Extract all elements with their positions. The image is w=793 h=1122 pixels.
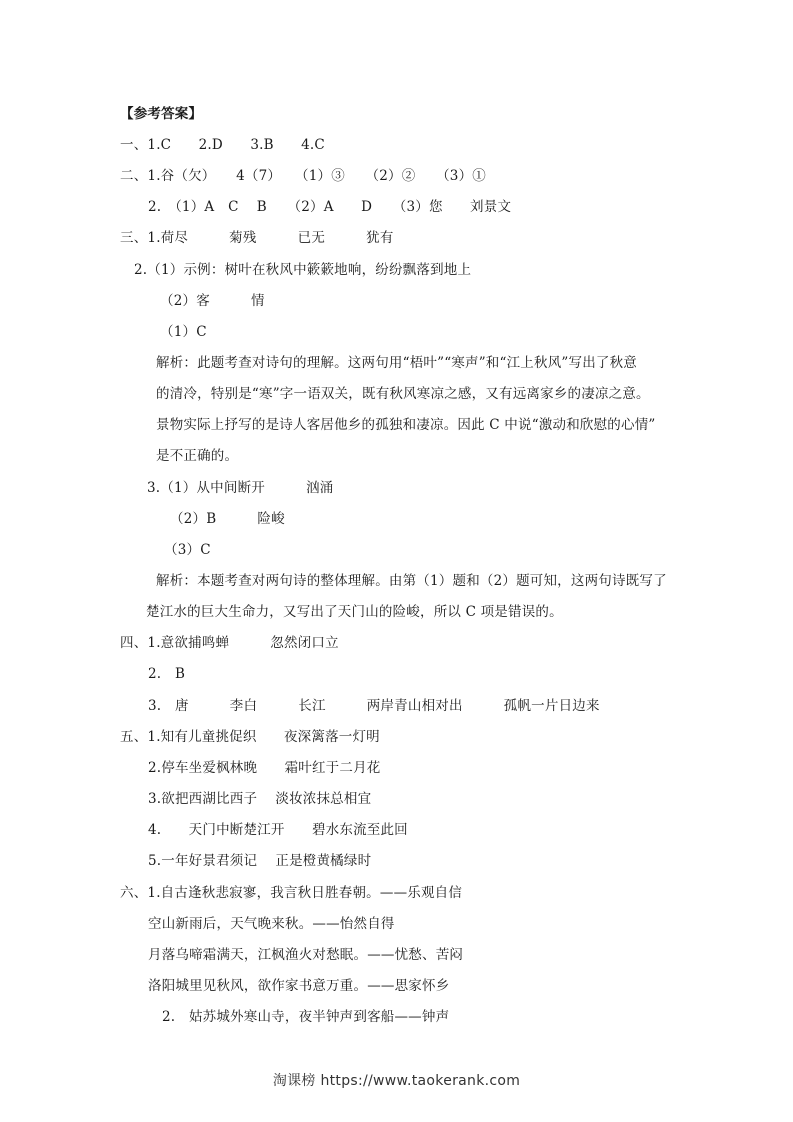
answer-line: 5.一年好景君须记 正是橙黄橘绿时	[148, 853, 372, 869]
answer-line: （2）客 情	[160, 293, 265, 309]
answer-line: 3.（1）从中间断开 汹涌	[147, 480, 334, 496]
answer-line: 2.停车坐爱枫林晚 霜叶红于二月花	[148, 760, 381, 776]
explanation-line: 解析：本题考查对两句诗的整体理解。由第（1）题和（2）题可知，这两句诗既写了	[156, 573, 667, 589]
explanation-line: 楚江水的巨大生命力，又写出了天门山的险峻，所以 C 项是错误的。	[146, 604, 563, 620]
answer-line: 一、1.C 2.D 3.B 4.C	[120, 137, 325, 153]
answer-line: 月落乌啼霜满天，江枫渔火对愁眠。——忧愁、苦闷	[148, 947, 464, 963]
explanation-line: 是不正确的。	[156, 448, 239, 464]
footer-watermark: 淘课榜 https://www.taokerank.com	[272, 1073, 521, 1089]
explanation-line: 解析：此题考查对诗句的理解。这两句用“梧叶”“寒声”和“江上秋风”写出了秋意	[156, 355, 638, 371]
answer-line: 二、1.谷（欠） 4（7） （1）③ （2）② （3）①	[120, 168, 486, 184]
explanation-line: 景物实际上抒写的是诗人客居他乡的孤独和凄凉。因此 C 中说“激动和欣慰的心情”	[156, 417, 656, 433]
answer-line: 3. 唐 李白 长江 两岸青山相对出 孤帆一片日边来	[148, 698, 600, 714]
answer-line: （1）C	[160, 324, 207, 340]
answer-line: 六、1.自古逢秋悲寂寥，我言秋日胜春朝。——乐观自信	[120, 885, 463, 901]
answer-line: 三、1.荷尽 菊残 已无 犹有	[120, 230, 394, 246]
answer-line: 3.欲把西湖比西子 淡妆浓抹总相宜	[148, 791, 372, 807]
answer-line: 2. B	[148, 666, 186, 682]
answer-line: 五、1.知有儿童挑促织 夜深篱落一灯明	[120, 729, 380, 745]
answer-line: 2. 姑苏城外寒山寺，夜半钟声到客船——钟声	[162, 1009, 450, 1025]
explanation-line: 的清冷，特别是“寒”字一语双关，既有秋风寒凉之感，又有远离家乡的凄凉之意。	[156, 386, 650, 402]
answer-line: （2）B 险峻	[170, 511, 285, 527]
answer-line: 2. （1）A C B （2）A D （3）您 刘景文	[148, 199, 512, 215]
answer-line: 空山新雨后，天气晚来秋。——怡然自得	[148, 916, 395, 932]
answer-line: 2.（1）示例：树叶在秋风中簌簌地响，纷纷飘落到地上	[134, 262, 472, 278]
answer-line: 4. 天门中断楚江开 碧水东流至此回	[148, 822, 408, 838]
answer-line: 四、1.意欲捕鸣蝉 忽然闭口立	[120, 635, 339, 651]
answer-line: 洛阳城里见秋风，欲作家书意万重。——思家怀乡	[148, 978, 450, 994]
answer-line: （3）C	[164, 542, 211, 558]
answer-title: 【参考答案】	[120, 106, 203, 122]
